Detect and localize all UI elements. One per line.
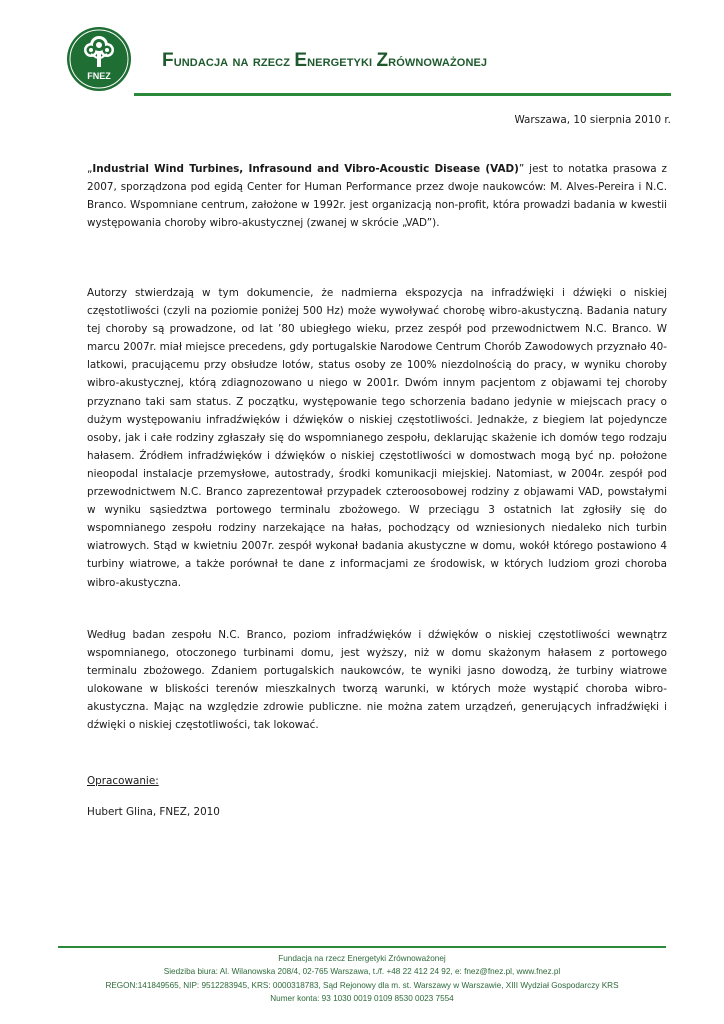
header-rule bbox=[134, 93, 671, 96]
document-title: Industrial Wind Turbines, Infrasound and Vibro-Acoustic Disease (VAD) bbox=[92, 163, 519, 175]
footer-line-1: Fundacja na rzecz Energetyki Zrównoważonej bbox=[278, 954, 446, 963]
credit-author: Hubert Glina, FNEZ, 2010 bbox=[87, 806, 220, 818]
paragraph-2: Autorzy stwierdzają w tym dokumencie, że nadmierna ekspozycja na infradźwięki i dźwięki o niskiej częstotliwości (czyli na poziomie poniżej 500 Hz) może wywoływać chorobę wibro-akustyczną. Badania natury tej choroby są prowadzone, od lat ’80 ubiegłego wieku, przez zespół pod przewodnictwem N.C. Branco. W marcu 2007r. miał miejsce precedens, gdy portugalskie Narodowe Centrum Chorób Zawodowych przyznało 40-latkowi, pracującemu przy obsłudze lotów, status osoby ze 100% niezdolnością do pracy, w wyniku choroby wibro-akustycznej, którą zdiagnozowano u niego w 2001r. Dwóm innym pacjentom z objawami tej choroby przyznano taki sam status. Z początku, występowanie tego schorzenia badano jedynie w miejscach pracy o dużym występowaniu infradźwięków i dźwięków o niskiej częstotliwości. Jednakże, z biegiem lat pojedyncze osoby, jak i całe rodziny zgłaszały się do wspomnianego zespołu, deklarując skażenie ich domów tego rodzaju hałasem. Źródłem infradźwięków i dźwięków o niskiej częstotliwości w domostwach mogą być np. położone nieopodal instalacje przemysłowe, autostrady, środki komunikacji miejskiej. Natomiast, w 2004r. zespół pod przewodnictwem N.C. Branco zaprezentował przypadek czteroosobowej rodziny z objawami VAD, powstałymi w wyniku sąsiedztwa portowego terminalu zbożowego. W przeciągu 3 ostatnich lat zgłosiły się do wspomnianego zespołu rodziny narzekające na hałas, pochodzący od wzniesionych niedaleko nich turbin wiatrowych. Stąd w kwietniu 2007r. zespół wykonał badania akustyczne w domu, wokół którego postawiono 4 turbiny wiatrowe, a także porównał te dane z informacjami ze środowisk, w których ludziom grozi choroba wibro-akustyczna. bbox=[87, 287, 667, 589]
letter-date: Warszawa, 10 sierpnia 2010 r. bbox=[514, 114, 671, 126]
paragraph-1 bbox=[87, 160, 667, 232]
footer bbox=[0, 952, 724, 1005]
logo-text: FNEZ bbox=[87, 71, 111, 81]
fnez-logo bbox=[66, 26, 132, 92]
paragraph-1-rest: ” jest to notatka prasowa z 2007, sporządzona pod egidą Center for Human Performance przez dwoje naukowców: M. Alves-Pereira i N.C. Branco. Wspomniane centrum, założone w 1992r. jest organizacją non-profit, która prowadzi badania w kwestii występowania choroby wibro-akustycznej (zwanej w skrócie „VAD”). bbox=[87, 163, 667, 230]
organization-title: Fundacja na rzecz Energetyki Zrównoważonej bbox=[162, 50, 488, 71]
footer-line-2: Siedziba biura: Al. Wilanowska 208/4, 02-765 Warszawa, t./f. +48 22 412 24 92, e: fnez@fnez.pl, www.fnez.pl bbox=[163, 967, 561, 977]
footer-line-4: Numer konta: 93 1030 0019 0109 8530 0023 7554 bbox=[270, 993, 454, 1003]
footer-rule bbox=[58, 946, 666, 948]
open-quote: „ bbox=[87, 163, 93, 175]
letterhead bbox=[0, 0, 724, 100]
footer-line-3: REGON:141849565, NIP: 9512283945, KRS: 0000318783, Sąd Rejonowy dla m. st. Warszawy w Warszawie, XIII Wydział Gospodarczy KRS bbox=[105, 980, 619, 990]
paragraph-3: Według badan zespołu N.C. Branco, poziom infradźwięków i dźwięków o niskiej częstotliwości wewnątrz wspomnianego, otoczonego turbinami domu, jest wyższy, niż w domu skażonym hałasem z portowego terminalu zbożowego. Zdaniem portugalskich naukowców, te wyniki jasno dowodzą, że turbiny wiatrowe ulokowane w bliskości terenów mieszkalnych tworzą warunki, w których może wystąpić choroba wibro-akustyczna. Mając na względzie zdrowie publiczne. nie można zatem urządzeń, generujących infradźwięki i dźwięki o niskiej częstotliwości, tak lokować. bbox=[87, 629, 667, 732]
credit-label: Opracowanie: bbox=[87, 775, 159, 787]
